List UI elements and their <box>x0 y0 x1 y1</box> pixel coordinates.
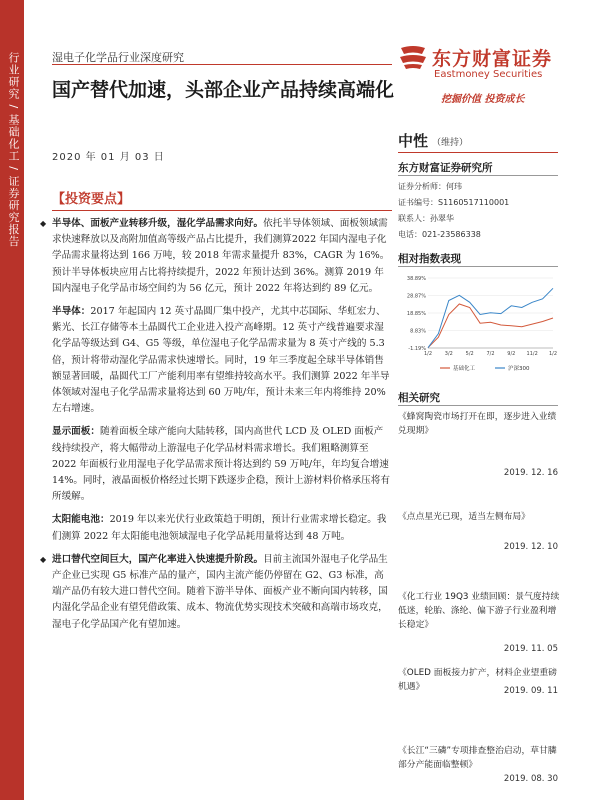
related-report-title[interactable]: 《长江“三磷”专项排查整治启动，草甘膦部分产能面临整顿》 <box>398 746 557 770</box>
diamond-bullet-icon: ◆ <box>40 219 47 228</box>
report-title: 国产替代加速，头部企业产品持续高端化 <box>52 79 395 101</box>
contact-person: 联系人：孙翠华 <box>398 214 454 223</box>
x-tick-label: 5/2 <box>465 351 474 357</box>
title-divider <box>52 64 392 65</box>
legend-label: 基础化工 <box>453 366 476 372</box>
legend-label: 沪深300 <box>508 366 530 372</box>
key-point-text: 2017 年起国内 12 英寸晶圆厂集中投产，尤其中芯国际、华虹宏力、紫光、长江存储等本土晶圆代工企业进入投产高峰期。12 英寸产线普遍要求湿化学品等级达到 G4、G5 等级，单位湿电子化学品需求量为 8 英寸产线的 5.3 倍，预计将带动湿化学品需求快速增长。同时，19 年三季度起全球半导体销售额显著回暖，晶圆代工厂产能利用率有望维持较高水平。我们测算 2022 年半导体领域对湿电子化学品需求量将达到 60 万吨/年，预计未来三年内将维持 20%左右增速。 <box>52 306 390 415</box>
chart-divider <box>398 266 558 267</box>
key-point-lead: 太阳能电池： <box>52 514 110 526</box>
related-report-date: 2019. 12. 10 <box>503 542 558 552</box>
rating-value: 中性 <box>398 132 429 150</box>
x-tick-label: 1/2 <box>423 351 433 357</box>
key-point-lead: 半导体： <box>52 306 91 318</box>
x-tick-label: 7/2 <box>486 351 495 357</box>
relative-index-chart <box>398 270 558 378</box>
key-points-header: 【投资要点】 <box>52 192 131 207</box>
slogan: 挖掘价值 投资成长 <box>441 94 525 105</box>
y-tick-label: 8.83% <box>410 328 426 335</box>
key-points-content <box>40 216 392 640</box>
analyst-name: 证券分析师：何玮 <box>398 182 462 191</box>
logo-name-en: Eastmoney Securities <box>434 69 543 80</box>
x-tick-label: 3/2 <box>444 351 453 357</box>
related-report-title[interactable]: 《蜂窝陶瓷市场打开在即，逐步进入业绩兑现期》 <box>398 412 557 436</box>
related-report-title[interactable]: 《化工行业 19Q3 业绩回顾：景气度持续低迷，轮胎、涤纶、偏下游子行业盈利增长稳定》 <box>398 592 560 630</box>
y-tick-label: 28.87% <box>406 293 426 300</box>
sidebar <box>0 0 24 800</box>
key-point-paragraph <box>52 512 392 544</box>
eastmoney-logo-icon <box>398 44 428 70</box>
key-point-paragraph <box>40 216 392 297</box>
institute-divider <box>398 175 558 176</box>
x-tick-label: 1/2 <box>548 351 558 357</box>
institute-name: 东方财富证券研究所 <box>398 162 493 174</box>
key-point-lead: 半导体、面板产业转移升级，湿化学品需求向好。 <box>52 218 264 229</box>
related-research-title: 相关研究 <box>398 392 440 404</box>
series-line-chemicals <box>428 304 553 348</box>
diamond-bullet-icon: ◆ <box>40 554 47 564</box>
related-report-date: 2019. 09. 11 <box>503 686 558 696</box>
key-point-text: 2019 年以来光伏行业政策趋于明朗，预计行业需求增长稳定。我们测算 2022 年太阳能电池领域湿电子化学品耗用量将达到 48 万吨。 <box>52 514 387 542</box>
certificate-number: 证书编号：S1160517110001 <box>398 198 510 207</box>
chart-title: 相对指数表现 <box>398 253 461 265</box>
report-type: 湿电子化学品行业深度研究 <box>52 51 184 64</box>
y-tick-label: 18.85% <box>406 311 426 317</box>
key-point-text: 目前主流国外湿电子化学品生产企业已实现 G5 标准产品的量产，国内主流产能仍停留在 G2、G3 标准，高端产品仍有较大进口替代空间。随着下游半导体、面板产业不断向国内转移，国内湿化学品企业有望凭借政策、成本、物流优势实现技术突破和高端市场攻克，湿电子化学品国产化有望加速。 <box>52 553 388 630</box>
related-report-date: 2019. 08. 30 <box>503 774 558 784</box>
related-divider <box>398 405 558 406</box>
report-date: 2020 年 01 月 03 日 <box>52 152 165 163</box>
logo-name-cn: 东方财富证券 <box>432 48 553 70</box>
key-point-paragraph <box>40 552 392 633</box>
key-point-lead: 显示面板： <box>52 426 100 438</box>
related-report-title[interactable]: 《点点星光已现，适当左侧布局》 <box>398 512 530 522</box>
x-tick-label: 11/2 <box>526 351 538 357</box>
key-point-paragraph <box>52 304 392 417</box>
key-point-lead: 进口替代空间巨大，国产化率进入快速提升阶段。 <box>52 553 264 565</box>
key-point-text: 随着面板全球产能向大陆转移，国内高世代 LCD 及 OLED 面板产线持续投产，将大幅带动上游湿电子化学品材料需求增长。我们粗略测算至 2022 年面板行业用湿电子化学品需求预计将达到约 59 万吨/年，年均复合增速 14%。同时，液晶面板价格经过长期下跌逐步企稳，预计上游材料价格承压将有所缓解。 <box>52 426 390 503</box>
rating-divider <box>398 152 558 153</box>
related-report-title[interactable]: 《OLED 面板接力扩产，材料企业望重磅机遇》 <box>398 668 557 692</box>
y-tick-label: 38.89% <box>406 276 426 282</box>
key-point-paragraph <box>52 424 392 505</box>
key-points-divider <box>52 210 392 211</box>
related-report-date: 2019. 11. 05 <box>503 644 558 654</box>
contact-phone: 电话：021-23586338 <box>398 230 481 239</box>
sidebar-category: 行业研究 / 基础化工 / 证券研究报告 <box>7 52 20 248</box>
key-point-text: 依托半导体领域、面板领域需求快速释放以及高附加值高等级产品占比提升，我们测算2022 年国内湿电子化学品需求量将达到 166 万吨，较 2018 年需求量提升 83%，CAGR 为 16%。预计半导体板块应用占比将持续提升，2022 年预计达到 36%。测算 2019 年国内湿电子化学品市场空间约为 56 亿元，预计 2022 年将达到约 89 亿元。 <box>52 218 390 294</box>
x-tick-label: 9/2 <box>507 351 516 357</box>
y-tick-label: -1.19% <box>408 346 426 352</box>
rating-note: （维持） <box>432 138 469 148</box>
related-report-date: 2019. 12. 16 <box>503 468 558 478</box>
